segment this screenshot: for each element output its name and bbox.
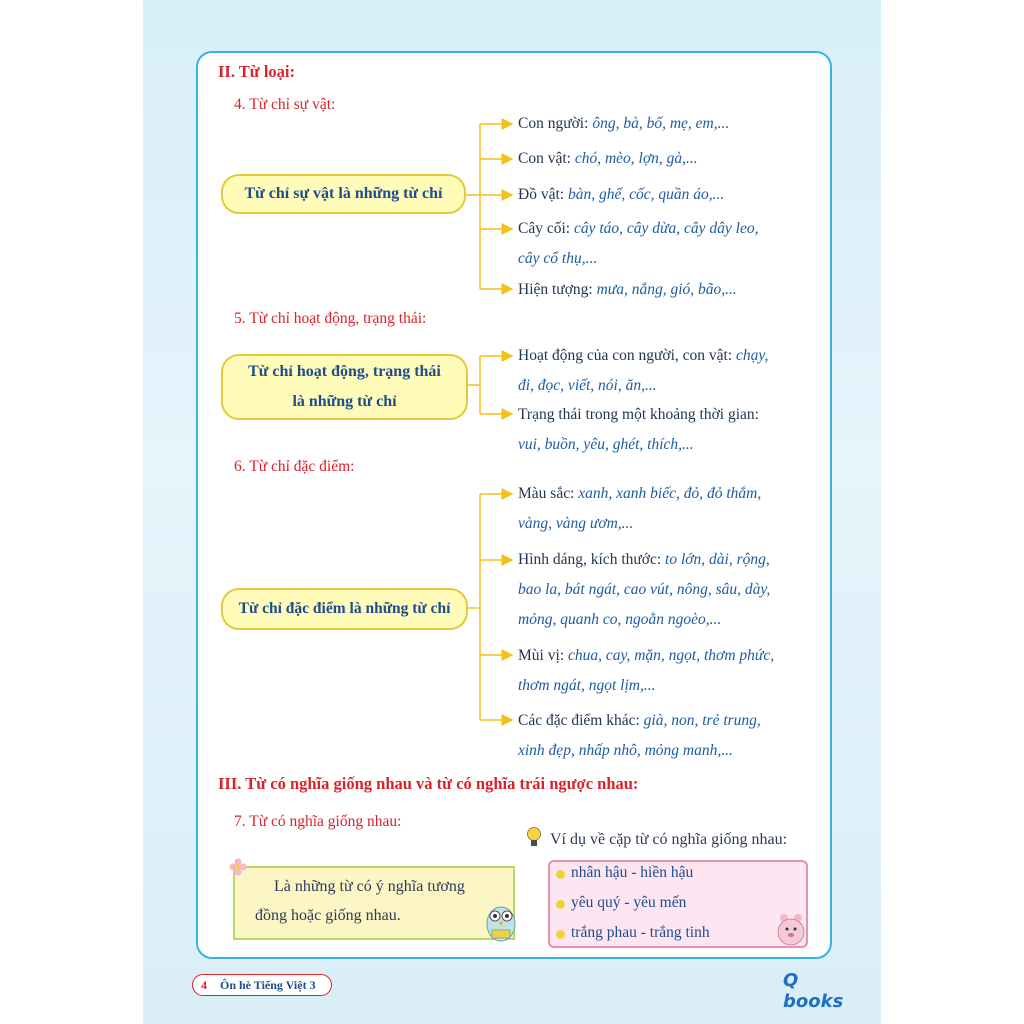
verbs-definition-box: Từ chỉ hoạt động, trạng thái là những từ chỉ xyxy=(221,354,468,420)
nouns-definition-box xyxy=(221,174,466,214)
nouns-definition-text: Từ chỉ sự vật là những từ chỉ xyxy=(244,185,443,202)
definition-line-2: đồng hoặc giống nhau. xyxy=(255,907,401,924)
verbs-subheading: 5. Từ chỉ hoạt động, trạng thái: xyxy=(234,310,427,327)
nouns-item: Hiện tượng: mưa, nắng, gió, bão,... xyxy=(518,281,737,298)
synonyms-subheading: 7. Từ có nghĩa giống nhau: xyxy=(234,813,402,830)
adjectives-item: Hình dáng, kích thước: to lớn, dài, rộng, bao la, bát ngát, cao vút, nông, sâu, dày, mỏng, quanh co, ngoằn ngoèo,... xyxy=(518,551,771,628)
definition-line-1: Là những từ có ý nghĩa tương xyxy=(274,878,465,895)
nouns-item: Con người: ông, bà, bố, mẹ, em,... xyxy=(518,115,730,132)
adjectives-item: Các đặc điểm khác: già, non, trẻ trung, xinh đẹp, nhấp nhô, mỏng manh,... xyxy=(518,712,761,759)
verbs-item: Trạng thái trong một khoảng thời gian: vui, buồn, yêu, ghét, thích,... xyxy=(518,406,759,453)
flower-icon xyxy=(229,858,247,876)
synonym-pair: trắng phau - trắng tinh xyxy=(571,924,710,941)
synonym-pair: nhân hậu - hiền hậu xyxy=(571,864,694,881)
example-title: Ví dụ về cặp từ có nghĩa giống nhau: xyxy=(550,831,788,848)
page-number: 4 xyxy=(201,978,207,992)
section-2-heading: II. Từ loại: xyxy=(218,62,295,81)
adjectives-subheading: 6. Từ chỉ đặc điểm: xyxy=(234,458,355,475)
bullet-dot xyxy=(556,900,565,909)
nouns-item: Đồ vật: bàn, ghế, cốc, quần áo,... xyxy=(518,186,725,203)
lightbulb-icon xyxy=(526,826,542,850)
adjectives-item: Mùi vị: chua, cay, mặn, ngọt, thơm phức, thơm ngát, ngọt lịm,... xyxy=(518,647,775,694)
adjectives-item: Màu sắc: xanh, xanh biếc, đỏ, đỏ thắm, vàng, vàng ươm,... xyxy=(518,485,762,532)
section-3-heading: III. Từ có nghĩa giống nhau và từ có nghĩa trái ngược nhau: xyxy=(218,774,639,793)
nouns-subheading: 4. Từ chỉ sự vật: xyxy=(234,96,336,113)
publisher-logo: Q books xyxy=(783,970,844,1012)
bear-icon xyxy=(776,912,806,946)
nouns-item: Cây cối: cây táo, cây dừa, cây dây leo, cây cổ thụ,... xyxy=(518,220,759,267)
verbs-item: Hoạt động của con người, con vật: chạy, đi, đọc, viết, nói, ăn,... xyxy=(518,347,769,394)
synonym-pair: yêu quý - yêu mến xyxy=(571,894,687,911)
adjectives-definition-box: Từ chỉ đặc điểm là những từ chỉ xyxy=(221,588,468,630)
owl-icon xyxy=(484,898,518,944)
bullet-dot xyxy=(556,930,565,939)
book-title: Ôn hè Tiếng Việt 3 xyxy=(220,978,316,992)
nouns-item: Con vật: chó, mèo, lợn, gà,... xyxy=(518,150,698,167)
bullet-dot xyxy=(556,870,565,879)
